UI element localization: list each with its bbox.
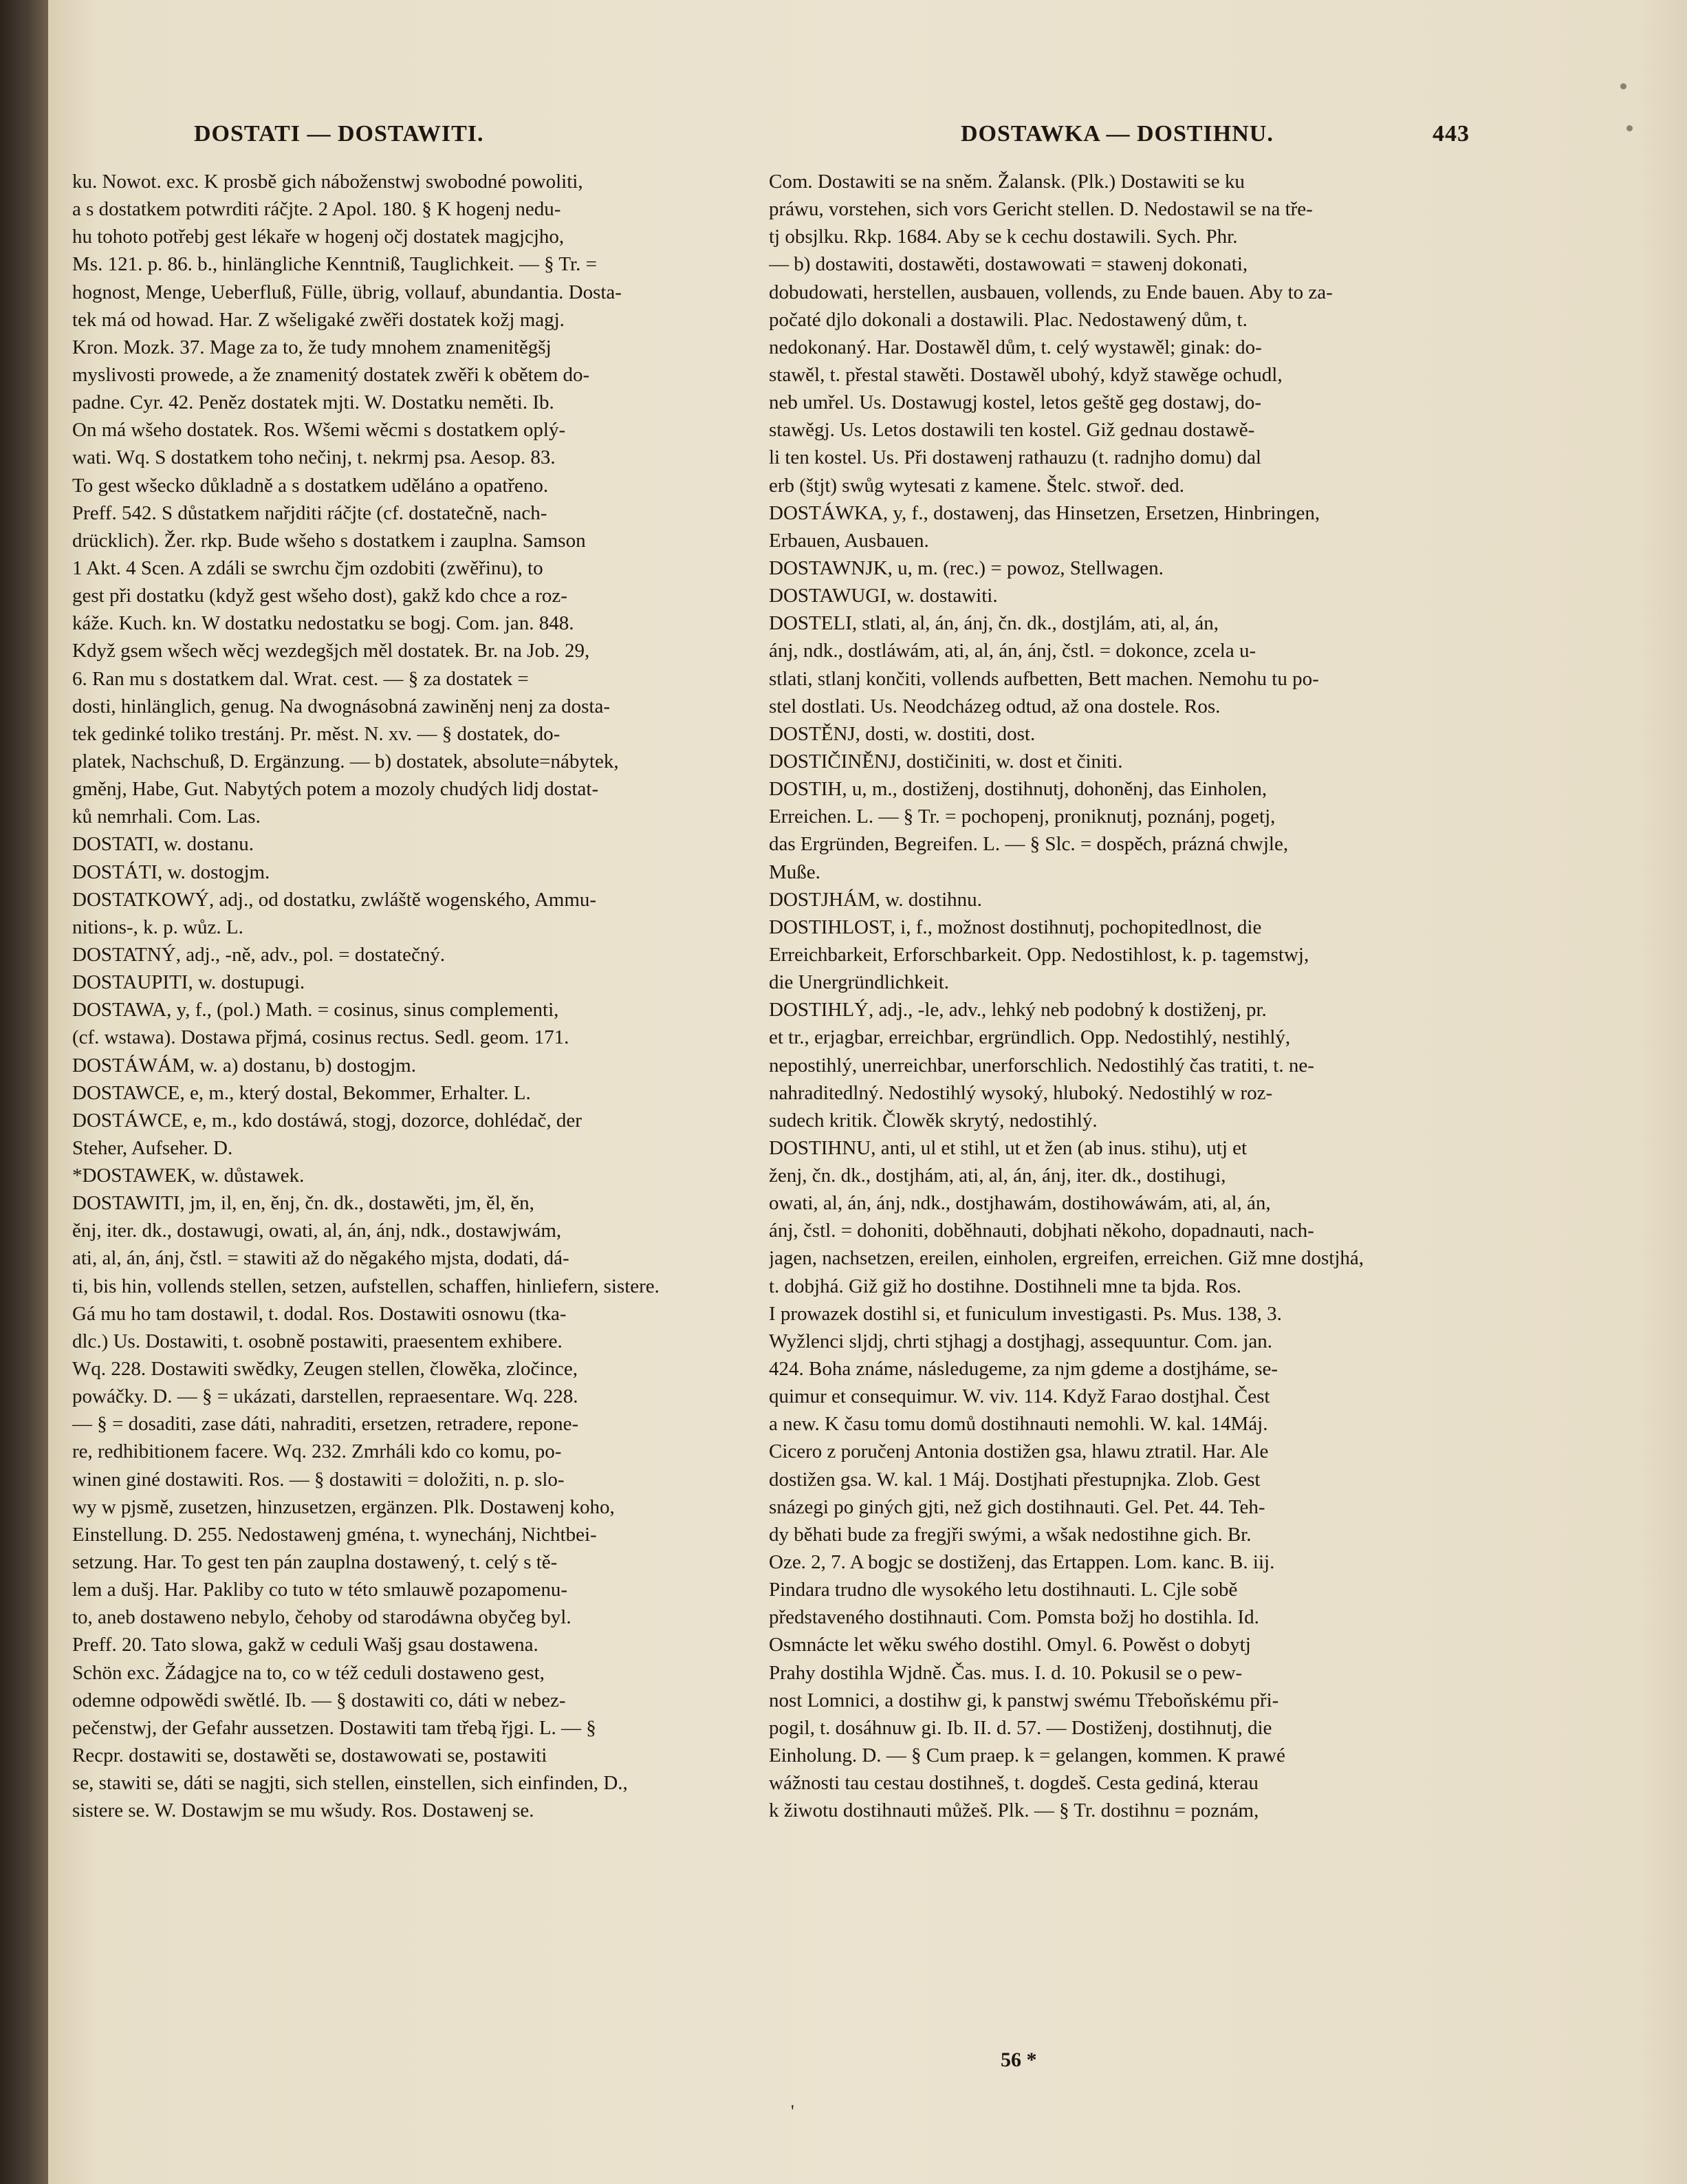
text-line: Schön exc. Žádagjce na to, co w též ceduli dostaweno gest, xyxy=(72,1661,545,1684)
text-line: sistere se. W. Dostawjm se mu wšudy. Ros. Dostawenj se. xyxy=(72,1799,534,1822)
text-line: Cicero z poručenj Antonia dostižen gsa, hlawu ztratil. Har. Ale xyxy=(769,1440,1269,1463)
text-line: das Ergründen, Begreifen. L. — § Slc. = dospěch, prázná chwjle, xyxy=(769,833,1289,856)
signature-mark: 56 * xyxy=(1001,2048,1037,2071)
text-line: Wyžlenci sljdj, chrti stjhagj a dostjhagj, assequuntur. Com. jan. xyxy=(769,1330,1272,1352)
text-line: gměnj, Habe, Gut. Nabytých potem a mozoly chudých lidj dostat- xyxy=(72,778,599,801)
text-line: Oze. 2, 7. A bogjc se dostiženj, das Ertappen. Lom. kanc. B. iij. xyxy=(769,1551,1275,1574)
text-line: DOSTIHLOST, i, f., možnost dostihnutj, pochopitedlnost, die xyxy=(769,916,1262,938)
text-line: I prowazek dostihl si, et funiculum investigasti. Ps. Mus. 138, 3. xyxy=(769,1302,1282,1325)
page-number: 443 xyxy=(1433,121,1470,147)
text-line: die Unergründlichkeit. xyxy=(769,971,950,994)
text-line: ati, al, án, ánj, čstl. = stawiti až do něgakého mjsta, dodati, dá- xyxy=(72,1247,569,1270)
text-line: Když gsem wšech wěcj wezdegšjch měl dostatek. Br. na Job. 29, xyxy=(72,640,590,662)
text-line: ženj, čn. dk., dostjhám, ati, al, án, ánj, iter. dk., dostihugi, xyxy=(769,1165,1226,1187)
scan-edge xyxy=(0,0,54,2184)
text-line: DOSTÁWKA, y, f., dostawenj, das Hinsetzen, Ersetzen, Hinbringen, xyxy=(769,501,1320,524)
text-line: neb umřel. Us. Dostawugj kostel, letos geště geg dostawj, do- xyxy=(769,391,1262,414)
text-line: (cf. wstawa). Dostawa přjmá, cosinus rectus. Sedl. geom. 171. xyxy=(72,1026,569,1049)
text-line: Wq. 228. Dostawiti swědky, Zeugen stellen, člowěka, zločince, xyxy=(72,1358,578,1381)
text-line: DOSTĚNJ, dosti, w. dostiti, dost. xyxy=(769,722,1036,745)
text-line: Einholung. D. — § Cum praep. k = gelangen, kommen. K prawé xyxy=(769,1744,1285,1767)
text-line: gest při dostatku (když gest wšeho dost), gakž kdo chce a roz- xyxy=(72,585,567,607)
text-line: Erreichen. L. — § Tr. = pochopenj, proniknutj, poznánj, pogetj, xyxy=(769,806,1276,828)
text-line: ku. Nowot. exc. K prosbě gich náboženstwj swobodné powoliti, xyxy=(72,171,583,193)
text-line: nedokonaný. Har. Dostawěl dům, t. celý wystawěl; ginak: do- xyxy=(769,336,1262,358)
running-head-right: DOSTAWKA — DOSTIHNU. xyxy=(961,121,1274,147)
text-line: ěnj, iter. dk., dostawugi, owati, al, án, ánj, ndk., dostawjwám, xyxy=(72,1220,562,1242)
text-line: Osmnácte let wěku swého dostihl. Omyl. 6. Powěst o dobytj xyxy=(769,1634,1251,1656)
text-line: ti, bis hin, vollends stellen, setzen, aufstellen, schaffen, hinliefern, sistere. xyxy=(72,1275,660,1297)
text-line: DOSTATI, w. dostanu. xyxy=(72,833,254,856)
text-line: drücklich). Žer. rkp. Bude wšeho s dostatkem i zauplna. Samson xyxy=(72,529,586,552)
text-line: DOSTATNÝ, adj., -ně, adv., pol. = dostatečný. xyxy=(72,943,446,966)
text-line: Preff. 542. S důstatkem nařjditi ráčjte (cf. dostatečně, nach- xyxy=(72,501,547,524)
text-line: dobudowati, herstellen, ausbauen, vollends, zu Ende bauen. Aby to za- xyxy=(769,281,1333,303)
text-line: DOSTAWITI, jm, il, en, ěnj, čn. dk., dostawěti, jm, ěl, ěn, xyxy=(72,1192,534,1215)
text-line: quimur et consequimur. W. viv. 114. Když Farao dostjhal. Čest xyxy=(769,1385,1270,1408)
text-line: lem a dušj. Har. Pakliby co tuto w této smlauwě pozapomenu- xyxy=(72,1579,568,1601)
text-line: To gest wšecko důkladně a s dostatkem uděláno a opatřeno. xyxy=(72,474,549,497)
text-line: káže. Kuch. kn. W dostatku nedostatku se bogj. Com. jan. 848. xyxy=(72,612,574,635)
text-line: DOSTAWCE, e, m., který dostal, Bekommer, Erhalter. L. xyxy=(72,1081,531,1104)
text-line: Kron. Mozk. 37. Mage za to, že tudy mnohem znamenitěgšj xyxy=(72,336,552,358)
text-line: On má wšeho dostatek. Ros. Wšemi wěcmi s dostatkem oplý- xyxy=(72,419,566,442)
text-line: práwu, vorstehen, sich vors Gericht stellen. D. Nedostawil se na tře- xyxy=(769,198,1313,221)
text-line: li ten kostel. Us. Při dostawenj rathauzu (t. radnjho domu) dal xyxy=(769,446,1261,469)
text-line: Steher, Aufseher. D. xyxy=(72,1136,233,1159)
text-line: 1 Akt. 4 Scen. A zdáli se swrchu čjm ozdobiti (zwěřinu), to xyxy=(72,556,543,579)
text-line: nahraditedlný. Nedostihlý wysoký, hluboký. Nedostihlý w roz- xyxy=(769,1081,1273,1104)
text-line: pogil, t. dosáhnuw gi. Ib. II. d. 57. — Dostiženj, dostihnutj, die xyxy=(769,1716,1272,1739)
text-line: dlc.) Us. Dostawiti, t. osobně postawiti, praesentem exhibere. xyxy=(72,1330,563,1352)
text-line: stawěl, t. přestal stawěti. Dostawěl ubohý, když stawěge ochudl, xyxy=(769,363,1283,386)
text-line: počaté djlo dokonali a dostawili. Plac. Nedostawený dům, t. xyxy=(769,308,1248,331)
text-line: t. dobjhá. Giž giž ho dostihne. Dostihneli mne ta bjda. Ros. xyxy=(769,1275,1242,1297)
text-line: tj obsjlku. Rkp. 1684. Aby se k cechu dostawili. Sych. Phr. xyxy=(769,226,1238,248)
text-line: wážnosti tau cestau dostihneš, t. dogdeš. Cesta gediná, kterau xyxy=(769,1772,1259,1795)
running-head-left: DOSTATI — DOSTAWITI. xyxy=(194,121,484,147)
text-line: nepostihlý, unerreichbar, unerforschlich. Nedostihlý čas tratiti, t. ne- xyxy=(769,1054,1314,1077)
text-line: jagen, nachsetzen, ereilen, einholen, ergreifen, erreichen. Giž mne dostjhá, xyxy=(769,1247,1364,1270)
text-line: Gá mu ho tam dostawil, t. dodal. Ros. Dostawiti osnowu (tka- xyxy=(72,1302,567,1325)
text-line: DOSTJHÁM, w. dostihnu. xyxy=(769,888,982,911)
text-line: Preff. 20. Tato slowa, gakž w ceduli Wašj gsau dostawena. xyxy=(72,1634,538,1656)
text-line: DOSTAWNJK, u, m. (rec.) = powoz, Stellwagen. xyxy=(769,556,1164,579)
text-line: Com. Dostawiti se na sněm. Žalansk. (Plk.) Dostawiti se ku xyxy=(769,171,1245,193)
text-line: DOSTELI, stlati, al, án, ánj, čn. dk., dostjlám, ati, al, án, xyxy=(769,612,1219,635)
text-line: DOSTÁTI, w. dostogjm. xyxy=(72,861,270,883)
text-line: ánj, čstl. = dohoniti, doběhnauti, dobjhati někoho, dopadnauti, nach- xyxy=(769,1220,1314,1242)
text-line: owati, al, án, ánj, ndk., dostjhawám, dostihowáwám, ati, al, án, xyxy=(769,1192,1271,1215)
text-line: — § = dosaditi, zase dáti, nahraditi, ersetzen, retradere, repone- xyxy=(72,1413,579,1436)
text-line: Ms. 121. p. 86. b., hinlängliche Kenntniß, Tauglichkeit. — § Tr. = xyxy=(72,253,597,276)
text-line: hu tohoto potřebj gest lékaře w hogenj očj dostatek magjcjho, xyxy=(72,226,565,248)
text-line: DOSTÁWCE, e, m., kdo dostáwá, stogj, dozorce, dohlédač, der xyxy=(72,1109,582,1132)
text-line: DOSTAWA, y, f., (pol.) Math. = cosinus, sinus complementi, xyxy=(72,999,559,1021)
text-line: ků nemrhali. Com. Las. xyxy=(72,806,261,828)
text-line: DOSTIHNU, anti, ul et stihl, ut et žen (ab inus. stihu), utj et xyxy=(769,1136,1248,1159)
text-line: *DOSTAWEK, w. důstawek. xyxy=(72,1165,305,1187)
text-line: powáčky. D. — § = ukázati, darstellen, repraesentare. Wq. 228. xyxy=(72,1385,578,1408)
text-line: DOSTAWUGI, w. dostawiti. xyxy=(769,585,998,607)
text-line: k žiwotu dostihnauti můžeš. Plk. — § Tr. dostihnu = poznám, xyxy=(769,1799,1259,1822)
right-column xyxy=(769,168,1453,1824)
left-column xyxy=(72,168,757,1824)
text-line: dosti, hinlänglich, genug. Na dwognásobná zawiněnj nenj za dosta- xyxy=(72,695,610,717)
text-line: erb (štjt) swůg wytesati z kamene. Štelc. stwoř. ded. xyxy=(769,474,1185,497)
scan-speck-top xyxy=(1620,83,1626,89)
text-line: to, aneb dostaweno nebylo, čehoby od starodáwna obyčeg byl. xyxy=(72,1606,572,1629)
text-line: dy běhati bude za fregjři swými, a wšak nedostihne gich. Br. xyxy=(769,1523,1252,1546)
text-line: 424. Boha známe, následugeme, za njm gdeme a dostjháme, se- xyxy=(769,1358,1278,1381)
text-line: DOSTIČINĚNJ, dostičiniti, w. dost et činiti. xyxy=(769,750,1123,772)
text-line: tek má od howad. Har. Z wšeligaké zwěři dostatek kožj magj. xyxy=(72,308,565,331)
text-line: et tr., erjagbar, erreichbar, ergründlich. Opp. Nedostihlý, nestihlý, xyxy=(769,1026,1291,1049)
text-line: DOSTATKOWÝ, adj., od dostatku, zwláště wogenského, Ammu- xyxy=(72,888,597,911)
text-line: nitions-, k. p. wůz. L. xyxy=(72,916,243,938)
text-line: stawěgj. Us. Letos dostawili ten kostel. Giž gednau dostawě- xyxy=(769,419,1255,442)
text-line: ánj, ndk., dostláwám, ati, al, án, ánj, čstl. = dokonce, zcela u- xyxy=(769,640,1256,662)
text-line: stel dostlati. Us. Neodcházeg odtud, až ona dostele. Ros. xyxy=(769,695,1221,717)
text-line: winen giné dostawiti. Ros. — § dostawiti = doložiti, n. p. slo- xyxy=(72,1468,565,1491)
text-line: DOSTAUPITI, w. dostupugi. xyxy=(72,971,305,994)
text-line: Muße. xyxy=(769,861,820,883)
text-line: Pindara trudno dle wysokého letu dostihnauti. L. Cjle sobě xyxy=(769,1579,1238,1601)
text-line: hognost, Menge, Ueberfluß, Fülle, übrig, vollauf, abundantia. Dosta- xyxy=(72,281,622,303)
text-line: myslivosti prowede, a že znamenitý dostatek zwěři k obětem do- xyxy=(72,363,590,386)
text-line: — b) dostawiti, dostawěti, dostawowati = stawenj dokonati, xyxy=(769,253,1248,276)
text-line: stlati, stlanj končiti, vollends aufbetten, Bett machen. Nemohu tu po- xyxy=(769,667,1319,690)
text-line: DOSTIH, u, m., dostiženj, dostihnutj, dohoněnj, das Einholen, xyxy=(769,778,1267,801)
text-line: 6. Ran mu s dostatkem dal. Wrat. cest. — § za dostatek = xyxy=(72,667,529,690)
text-line: re, redhibitionem facere. Wq. 232. Zmrháli kdo co komu, po- xyxy=(72,1440,562,1463)
text-line: setzung. Har. To gest ten pán zauplna dostawený, t. celý s tě- xyxy=(72,1551,558,1574)
scan-speck-mid xyxy=(1626,125,1633,131)
text-line: tek gedinké toliko trestánj. Pr. měst. N. xv. — § dostatek, do- xyxy=(72,722,560,745)
text-line: pečenstwj, der Gefahr aussetzen. Dostawiti tam třebą řjgi. L. — § xyxy=(72,1716,596,1739)
text-line: Erbauen, Ausbauen. xyxy=(769,529,929,552)
text-line: a new. K času tomu domů dostihnauti nemohli. W. kal. 14Máj. xyxy=(769,1413,1268,1436)
text-line: DOSTÁWÁM, w. a) dostanu, b) dostogjm. xyxy=(72,1054,416,1077)
text-line: nost Lomnici, a dostihw gi, k panstwj swému Třeboňskému při- xyxy=(769,1689,1279,1711)
text-line: platek, Nachschuß, D. Ergänzung. — b) dostatek, absolute=nábytek, xyxy=(72,750,619,772)
text-line: a s dostatkem potwrditi ráčjte. 2 Apol. 180. § K hogenj nedu- xyxy=(72,198,561,221)
text-line: snázegi po giných gjti, než gich dostihnauti. Gel. Pet. 44. Teh- xyxy=(769,1495,1265,1518)
text-line: odemne odpowědi swětlé. Ib. — § dostawiti co, dáti w nebez- xyxy=(72,1689,566,1711)
text-line: DOSTIHLÝ, adj., -le, adv., lehký neb podobný k dostiženj, pr. xyxy=(769,999,1267,1021)
text-line: se, stawiti se, dáti se nagjti, sich stellen, einstellen, sich einfinden, D., xyxy=(72,1772,628,1795)
text-line: Prahy dostihla Wjdně. Čas. mus. I. d. 10. Pokusil se o pew- xyxy=(769,1661,1243,1684)
text-line: wy w pjsmě, zusetzen, hinzusetzen, ergänzen. Plk. Dostawenj koho, xyxy=(72,1495,615,1518)
text-line: představeného dostihnauti. Com. Pomsta božj ho dostihla. Id. xyxy=(769,1606,1259,1629)
text-line: Recpr. dostawiti se, dostawěti se, dostawowati se, postawiti xyxy=(72,1744,547,1767)
text-line: wati. Wq. S dostatkem toho nečinj, t. nekrmj psa. Aesop. 83. xyxy=(72,446,556,469)
text-line: padne. Cyr. 42. Peněz dostatek mjti. W. Dostatku neměti. Ib. xyxy=(72,391,554,414)
text-line: sudech kritik. Člowěk skrytý, nedostihlý. xyxy=(769,1109,1098,1132)
stray-mark: ' xyxy=(791,2101,794,2121)
text-line: Einstellung. D. 255. Nedostawenj gména, t. wynechánj, Nichtbei- xyxy=(72,1523,597,1546)
text-line: Erreichbarkeit, Erforschbarkeit. Opp. Nedostihlost, k. p. tagemstwj, xyxy=(769,943,1309,966)
text-line: dostižen gsa. W. kal. 1 Máj. Dostjhati přestupnjka. Zlob. Gest xyxy=(769,1468,1261,1491)
